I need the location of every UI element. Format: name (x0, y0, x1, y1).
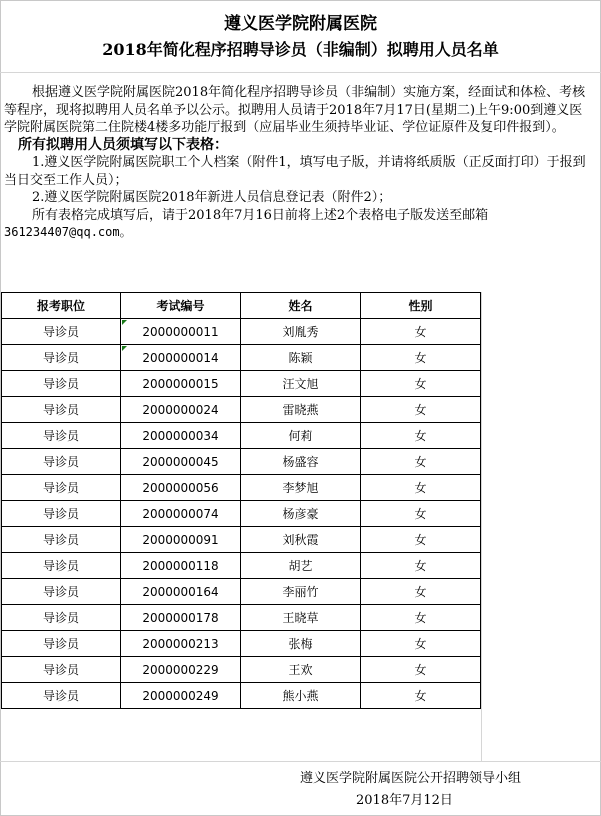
sheet-gridline (0, 761, 601, 762)
cell-position: 导诊员 (2, 397, 121, 423)
cell-name: 李梦旭 (241, 475, 361, 501)
cell-position: 导诊员 (2, 527, 121, 553)
cell-gender: 女 (361, 319, 481, 345)
cell-exam-no (121, 345, 241, 371)
cell-gender: 女 (361, 371, 481, 397)
footer-signer: 遵义医学院附属医院公开招聘领导小组 (300, 771, 522, 786)
forms-item-1: 1.遵义医学院附属医院职工个人档案（附件1，填写电子版，并请将纸质版（正反面打印）于报到当日交至工作人员）； (4, 155, 586, 188)
cell-gender: 女 (361, 579, 481, 605)
table-row (2, 371, 481, 397)
cell-position: 导诊员 (2, 475, 121, 501)
cell-exam-no: 2000000074 (121, 501, 241, 527)
notice-body (4, 84, 594, 242)
cell-name: 张梅 (241, 631, 361, 657)
cell-comment-marker (122, 346, 127, 351)
cell-name: 汪文旭 (241, 371, 361, 397)
cell-gender: 女 (361, 631, 481, 657)
sheet-gridline (0, 72, 601, 73)
cell-position: 导诊员 (2, 345, 121, 371)
cell-exam-no: 2000000178 (121, 605, 241, 631)
cell-exam-no: 2000000249 (121, 683, 241, 709)
cell-position: 导诊员 (2, 423, 121, 449)
cell-name: 李丽竹 (241, 579, 361, 605)
cell-exam-no: 2000000164 (121, 579, 241, 605)
cell-gender: 女 (361, 553, 481, 579)
forms-heading: 所有拟聘用人员须填写以下表格： (18, 136, 228, 153)
cell-name: 王晓草 (241, 605, 361, 631)
cell-name: 王欢 (241, 657, 361, 683)
document-title: 遵义医学院附属医院 (224, 14, 377, 34)
table-row (2, 631, 481, 657)
notice-intro: 根据遵义医学院附属医院2018年简化程序招聘导诊员（非编制）实施方案，经面试和体检、考核等程序，现将拟聘用人员名单予以公示。拟聘用人员请于2018年7月17日(星期二)上午9:00到遵义医学院附属医院第二住院楼4楼多功能厅报到（应届毕业生须持毕业证、学位证原件及复印件报到）。 (4, 85, 586, 135)
cell-gender: 女 (361, 345, 481, 371)
cell-gender: 女 (361, 423, 481, 449)
cell-name: 刘秋霞 (241, 527, 361, 553)
table-row (2, 475, 481, 501)
table-row (2, 397, 481, 423)
table-row (2, 683, 481, 709)
cell-exam-no-text: 2000000014 (142, 350, 219, 365)
cell-name: 陈颖 (241, 345, 361, 371)
cell-gender: 女 (361, 527, 481, 553)
cell-gender: 女 (361, 501, 481, 527)
cell-exam-no: 2000000034 (121, 423, 241, 449)
cell-position: 导诊员 (2, 631, 121, 657)
cell-name: 杨彦豪 (241, 501, 361, 527)
cell-exam-no (121, 319, 241, 345)
table-row (2, 553, 481, 579)
cell-name: 雷晓燕 (241, 397, 361, 423)
table-row (2, 319, 481, 345)
column-header-position: 报考职位 (2, 293, 121, 319)
cell-name: 胡艺 (241, 553, 361, 579)
table-row (2, 501, 481, 527)
cell-position: 导诊员 (2, 501, 121, 527)
table-header-row (2, 293, 481, 319)
notice-email: 361234407@qq.com。 (4, 225, 132, 239)
table-row (2, 345, 481, 371)
cell-position: 导诊员 (2, 553, 121, 579)
cell-gender: 女 (361, 605, 481, 631)
cell-exam-no: 2000000091 (121, 527, 241, 553)
cell-position: 导诊员 (2, 605, 121, 631)
table-row (2, 579, 481, 605)
cell-name: 刘胤秀 (241, 319, 361, 345)
cell-position: 导诊员 (2, 657, 121, 683)
cell-exam-no: 2000000056 (121, 475, 241, 501)
cell-position: 导诊员 (2, 371, 121, 397)
table-row (2, 423, 481, 449)
forms-item-2: 2.遵义医学院附属医院2018年新进人员信息登记表（附件2）； (32, 190, 392, 205)
table-row (2, 605, 481, 631)
column-header-gender: 性别 (361, 293, 481, 319)
cell-gender: 女 (361, 683, 481, 709)
cell-position: 导诊员 (2, 449, 121, 475)
cell-exam-no: 2000000024 (121, 397, 241, 423)
document-subtitle: 2018年简化程序招聘导诊员（非编制）拟聘用人员名单 (102, 40, 499, 59)
cell-name: 杨盛容 (241, 449, 361, 475)
cell-position: 导诊员 (2, 683, 121, 709)
cell-gender: 女 (361, 449, 481, 475)
cell-exam-no: 2000000118 (121, 553, 241, 579)
table-row (2, 527, 481, 553)
sheet-gridline (481, 292, 482, 761)
cell-gender: 女 (361, 397, 481, 423)
table-row (2, 449, 481, 475)
candidate-table (1, 292, 481, 709)
cell-gender: 女 (361, 657, 481, 683)
cell-exam-no: 2000000229 (121, 657, 241, 683)
cell-exam-no: 2000000015 (121, 371, 241, 397)
cell-exam-no: 2000000045 (121, 449, 241, 475)
cell-gender: 女 (361, 475, 481, 501)
column-header-exam-no: 考试编号 (121, 293, 241, 319)
cell-exam-no: 2000000213 (121, 631, 241, 657)
cell-position: 导诊员 (2, 319, 121, 345)
column-header-name: 姓名 (241, 293, 361, 319)
notice-closing: 所有表格完成填写后，请于2018年7月16日前将上述2个表格电子版发送至邮箱 (32, 207, 489, 223)
cell-comment-marker (122, 320, 127, 325)
table-row (2, 657, 481, 683)
cell-exam-no-text: 2000000011 (142, 324, 219, 339)
cell-name: 何莉 (241, 423, 361, 449)
cell-position: 导诊员 (2, 579, 121, 605)
footer-date: 2018年7月12日 (356, 793, 453, 808)
cell-name: 熊小燕 (241, 683, 361, 709)
